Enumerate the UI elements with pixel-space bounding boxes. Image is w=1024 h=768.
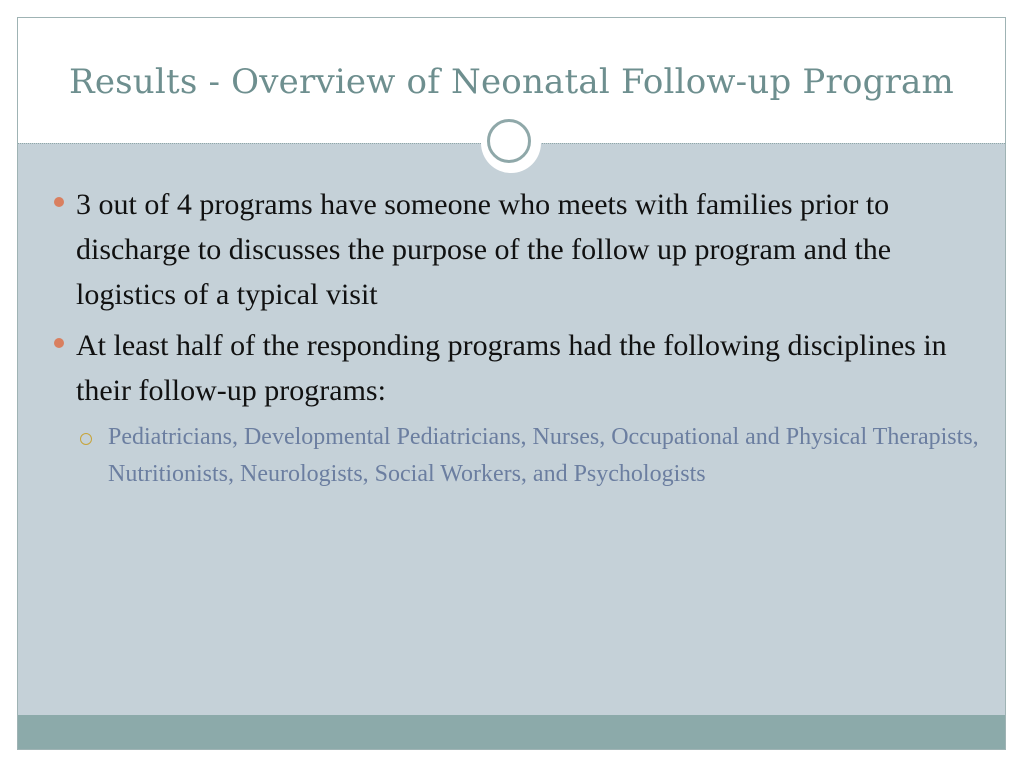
hollow-circle-bullet-icon bbox=[80, 433, 92, 445]
sub-bullet-item bbox=[50, 419, 980, 493]
circle-ornament-icon bbox=[487, 119, 531, 163]
bullet-item bbox=[50, 323, 980, 413]
bullet-item bbox=[50, 182, 980, 317]
bullet-text: At least half of the responding programs had the following disciplines in their follow-up programs: bbox=[76, 329, 947, 407]
footer-band bbox=[18, 715, 1005, 749]
slide bbox=[17, 17, 1006, 750]
content-body bbox=[50, 182, 980, 493]
filled-circle-bullet-icon bbox=[54, 197, 64, 207]
slide-title: Results - Overview of Neonatal Follow-up Program bbox=[69, 62, 954, 102]
sub-bullet-text: Pediatricians, Developmental Pediatricians, Nurses, Occupational and Physical Therapists, Nutritionists, Neurologists, Social Workers, and Psychologists bbox=[108, 424, 979, 487]
bullet-text: 3 out of 4 programs have someone who meets with families prior to discharge to discusses the purpose of the follow up program and the logistics of a typical visit bbox=[76, 188, 892, 311]
filled-circle-bullet-icon bbox=[54, 338, 64, 348]
